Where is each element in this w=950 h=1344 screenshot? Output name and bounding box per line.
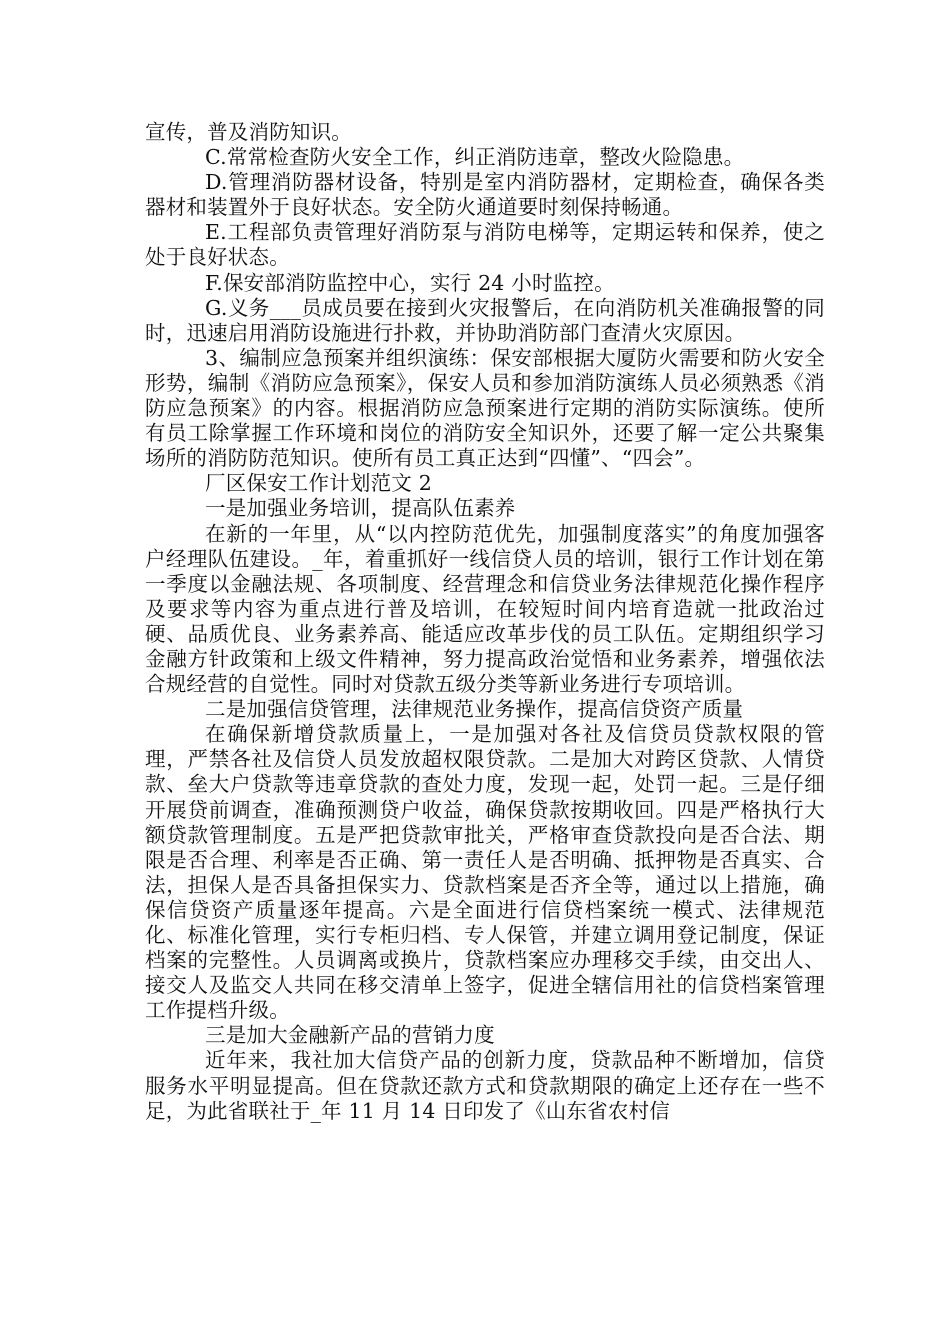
section-heading: 二是加强信贷管理，法律规范业务操作，提高信贷资产质量 xyxy=(205,697,744,722)
section-heading: 厂区保安工作计划范文 2 xyxy=(205,471,432,496)
document-body xyxy=(145,120,825,1124)
paragraph: G.义务___员成员要在接到火灾报警后，在向消防机关准确报警的同时，迅速启用消防设施进行扑救，并协助消防部门查清火灾原因。 xyxy=(145,295,825,345)
paragraph: 在新的一年里，从“以内控防范优先，加强制度落实”的角度加强客户经理队伍建设。_年，着重抓好一线信贷人员的培训，银行工作计划在第一季度以金融法规、各项制度、经营理念和信贷业务法律规范化操作程序及要求等内容为重点进行普及培训，在较短时间内培育造就一批政治过硬、品质优良、业务素养高、能适应改革步伐的员工队伍。定期组织学习金融方针政策和上级文件精神，努力提高政治觉悟和业务素养，增强依法合规经营的自觉性。同时对贷款五级分类等新业务进行专项培训。 xyxy=(145,521,825,697)
paragraph: D.管理消防器材设备，特别是室内消防器材，定期检查，确保各类器材和装置外于良好状态。安全防火通道要时刻保持畅通。 xyxy=(145,170,825,220)
paragraph: F.保安部消防监控中心，实行 24 小时监控。 xyxy=(205,270,615,295)
paragraph: E.工程部负责管理好消防泵与消防电梯等，定期运转和保养，使之处于良好状态。 xyxy=(145,220,825,270)
paragraph: C.常常检查防火安全工作，纠正消防违章，整改火险隐患。 xyxy=(205,145,745,170)
paragraph: 在确保新增贷款质量上，一是加强对各社及信贷员贷款权限的管理，严禁各社及信贷人员发放超权限贷款。二是加大对跨区贷款、人情贷款、垒大户贷款等违章贷款的查处力度，发现一起，处罚一起。三是仔细开展贷前调查，准确预测贷户收益，确保贷款按期收回。四是严格执行大额贷款管理制度。五是严把贷款审批关，严格审查贷款投向是否合法、期限是否合理、利率是否正确、第一责任人是否明确、抵押物是否真实、合法，担保人是否具备担保实力、贷款档案是否齐全等，通过以上措施，确保信贷资产质量逐年提高。六是全面进行信贷档案统一模式、法律规范化、标准化管理，实行专柜归档、专人保管，并建立调用登记制度，保证档案的完整性。人员调离或换片，贷款档案应办理移交手续，由交出人、接交人及监交人共同在移交清单上签字，促进全辖信用社的信贷档案管理工作提档升级。 xyxy=(145,722,825,1023)
paragraph: 宣传，普及消防知识。 xyxy=(145,120,352,144)
section-heading: 三是加大金融新产品的营销力度 xyxy=(205,1023,495,1048)
paragraph: 近年来，我社加大信贷产品的创新力度，贷款品种不断增加，信贷服务水平明显提高。但在贷款还款方式和贷款期限的确定上还存在一些不足，为此省联社于_年 11 月 14 日印发了《山东省农村信 xyxy=(145,1048,825,1123)
paragraph: 3、编制应急预案并组织演练：保安部根据大厦防火需要和防火安全形势，编制《消防应急预案》，保安人员和参加消防演练人员必须熟悉《消防应急预案》的内容。根据消防应急预案进行定期的消防实际演练。使所有员工除掌握工作环境和岗位的消防安全知识外，还要了解一定公共聚集场所的消防防范知识。使所有员工真正达到“四懂”、“四会”。 xyxy=(145,345,825,471)
section-heading: 一是加强业务培训，提高队伍素养 xyxy=(205,496,516,521)
